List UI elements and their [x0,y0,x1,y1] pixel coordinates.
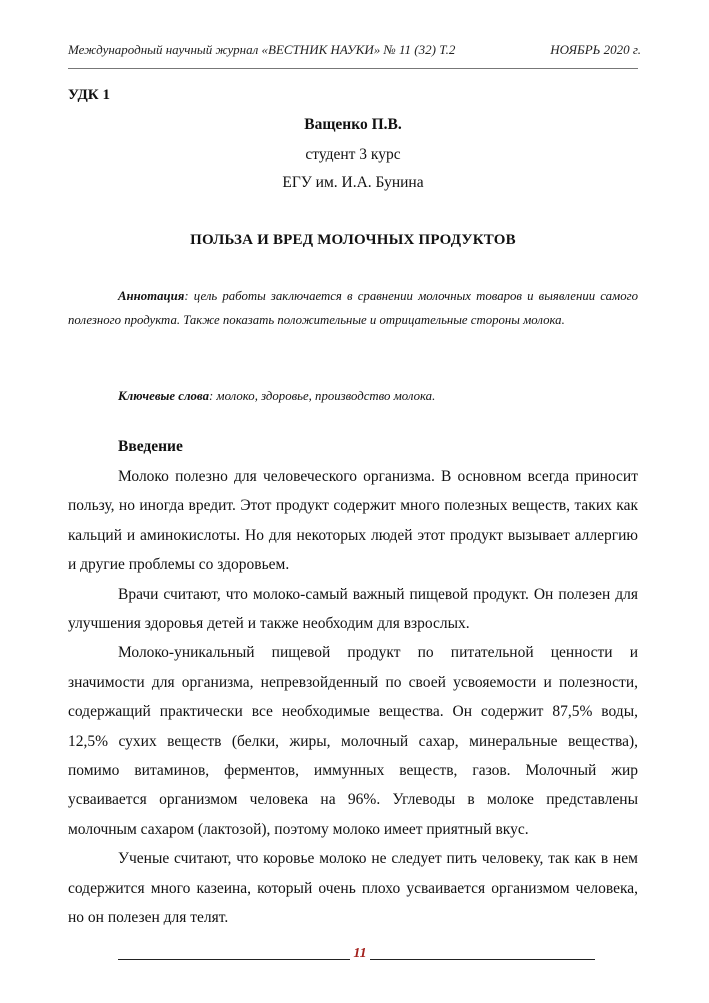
annotation-label: Аннотация [118,289,185,303]
annotation-text: : цель работы заключается в сравнении молочных товаров и выявлении самого полезного продукта. Также показать положительные и отрицательные стороны молока. [68,289,638,327]
paragraph: Молоко-уникальный пищевой продукт по питательной ценности и значимости для организма, непревзойденный по своей усвояемости и полезности, содержащий практически все необходимые вещества. Он содержит 87,5% воды, 12,5% сухих веществ (белки, жиры, молочный сахар, минеральные вещества), помимо витаминов, ферментов, иммунных веществ, газов. Молочный жир усваивается организмом человека на 96%. Углеводы в молоке представлены молочным сахаром (лактозой), поэтому молоко имеет приятный вкус. [68,644,638,838]
keywords-text: : молоко, здоровье, производство молока. [208,389,436,403]
footer-rule-right [370,959,595,960]
section-heading: Введение [118,438,183,455]
author-name: Ващенко П.В. [304,116,402,133]
keywords-label: Ключевые слова [118,389,209,403]
udk-code: УДК 1 [68,87,110,103]
body-text [68,462,638,933]
keywords [68,384,638,408]
footer-rule-left [118,959,350,960]
paragraph: Врачи считают, что молоко-самый важный пищевой продукт. Он полезен для улучшения здоровья детей и также необходим для взрослых. [68,585,638,633]
journal-header: Международный научный журнал «ВЕСТНИК НАУКИ» № 11 (32) Т.2 [68,42,456,57]
author-university: ЕГУ им. И.А. Бунина [282,174,424,191]
issue-date: НОЯБРЬ 2020 г. [550,42,641,57]
header-rule [68,68,638,69]
paragraph: Молоко полезно для человеческого организма. В основном всегда приносит пользу, но иногда вредит. Этот продукт содержит много полезных веществ, таких как кальций и аминокислоты. Но для некоторых людей этот продукт вызывает аллергию и другие проблемы со здоровьем. [68,468,638,574]
author-status: студент 3 курс [305,146,401,163]
page-number: 11 [353,946,367,961]
article-title: ПОЛЬЗА И ВРЕД МОЛОЧНЫХ ПРОДУКТОВ [190,232,516,248]
page-footer [118,946,595,966]
paragraph: Ученые считают, что коровье молоко не следует пить человеку, так как в нем содержится много казеина, который очень плохо усваивается организмом человека, но он полезен для телят. [68,850,638,927]
annotation [68,284,638,332]
